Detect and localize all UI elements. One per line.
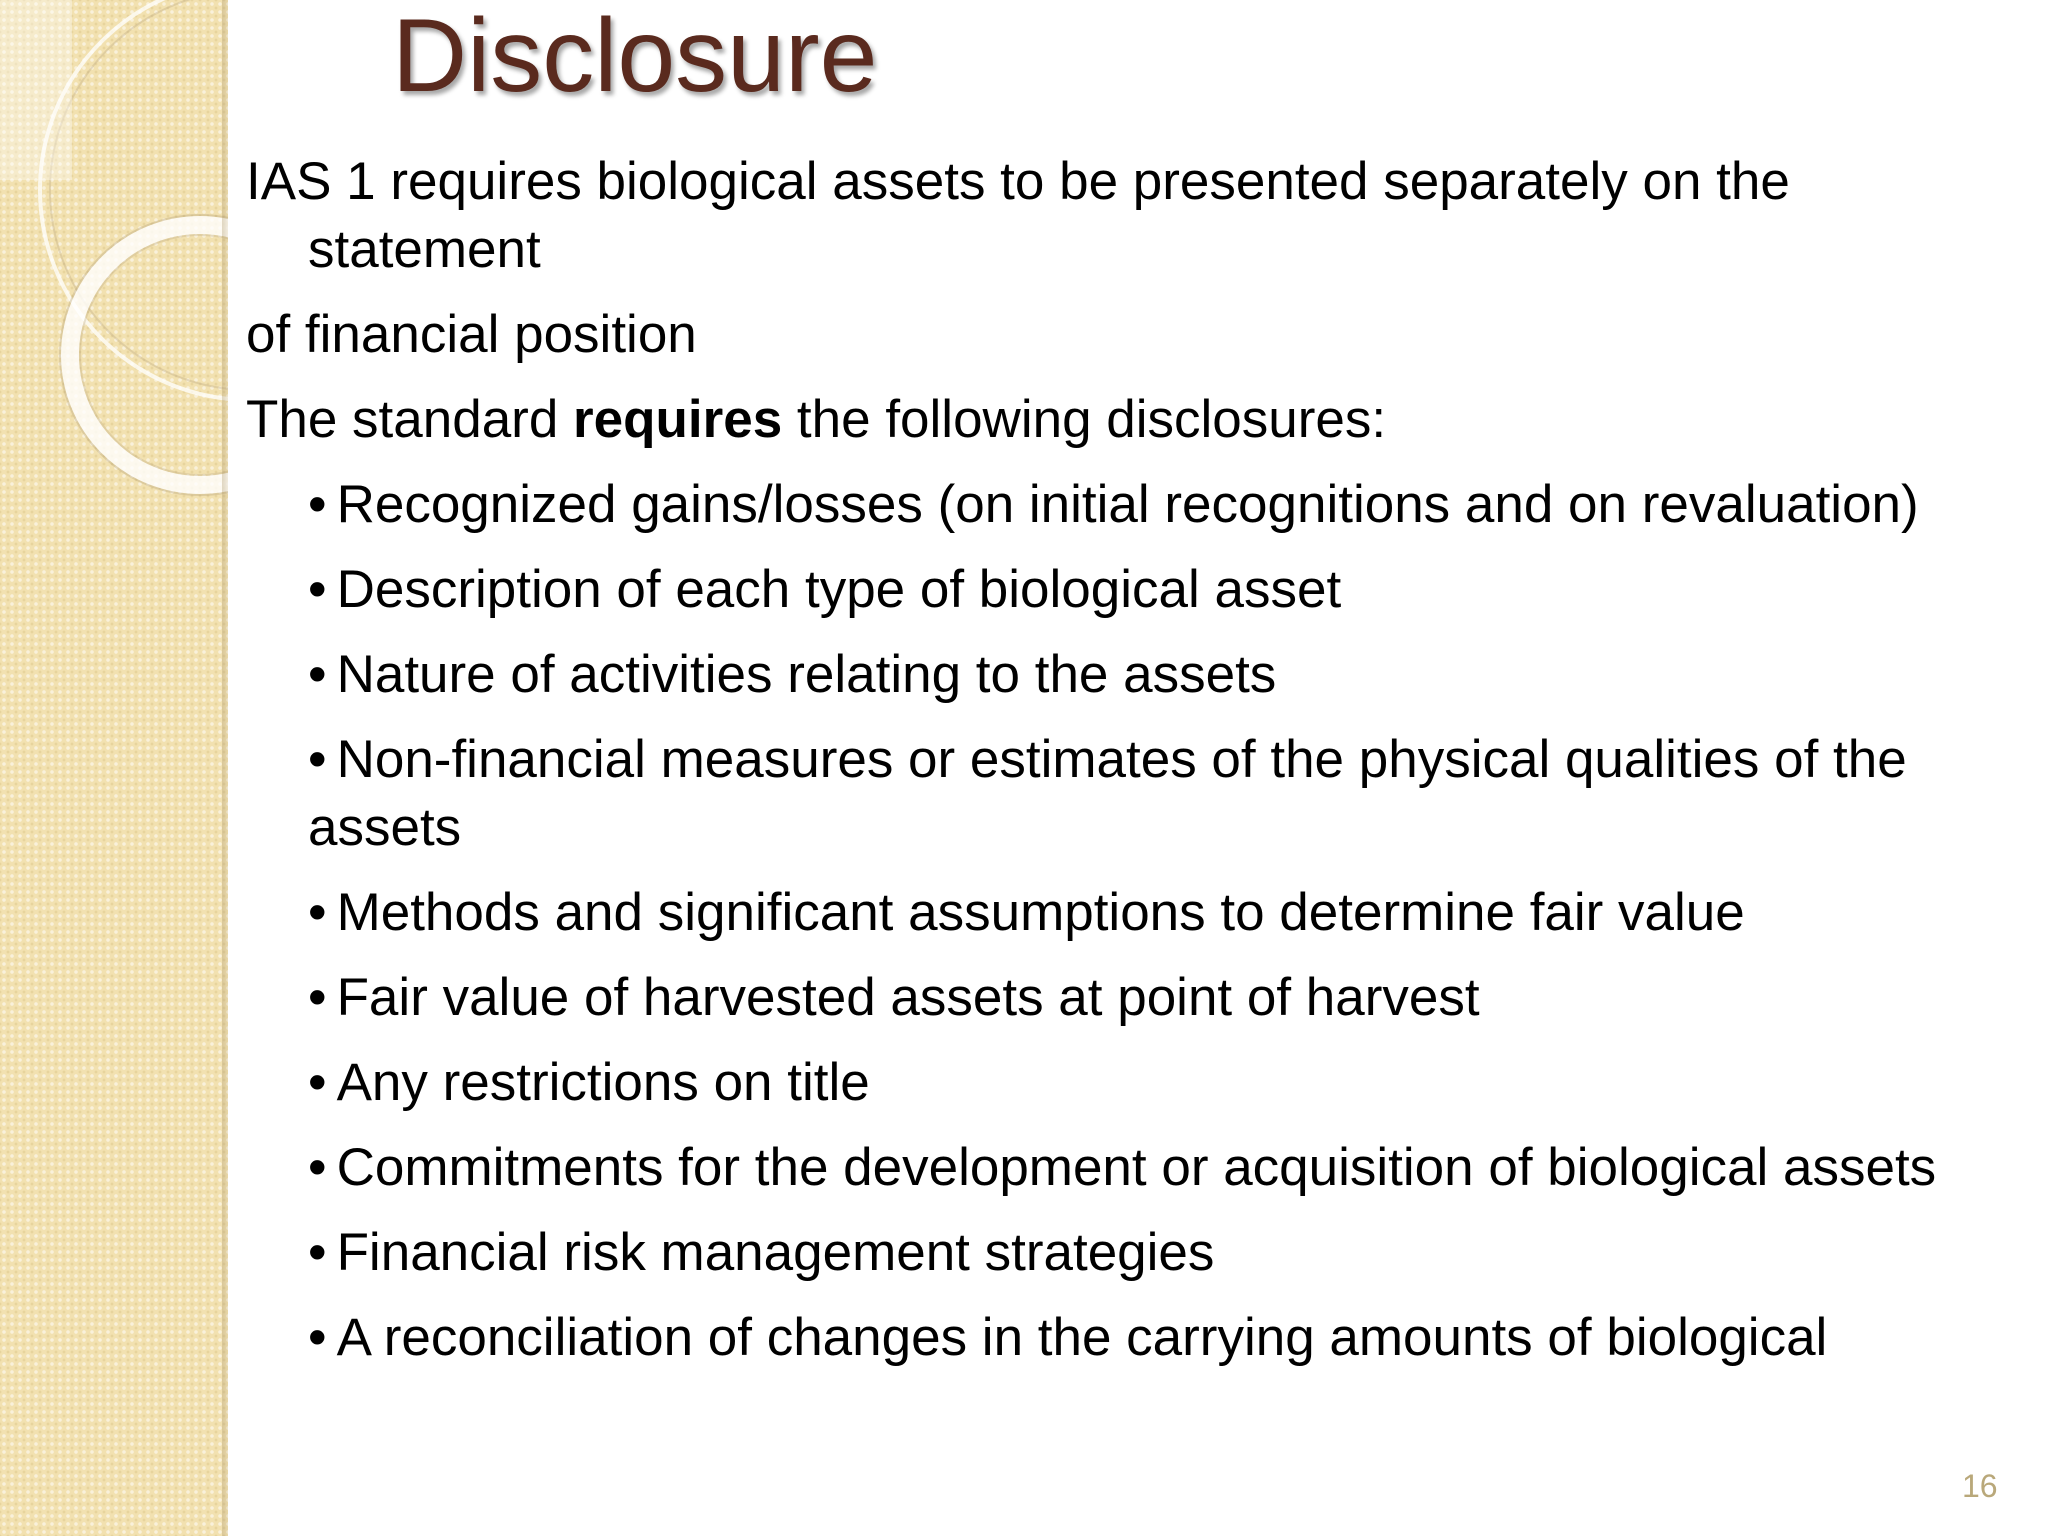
list-item-text: Commitments for the development or acquisition of biological assets bbox=[336, 1138, 1937, 1197]
list-item-text: Methods and significant assumptions to determine fair value bbox=[336, 883, 1745, 942]
lead-text-after: the following disclosures: bbox=[782, 390, 1387, 449]
list-item-text: Description of each type of biological asset bbox=[336, 560, 1342, 619]
decorative-side-panel bbox=[0, 0, 228, 1536]
intro-paragraph: IAS 1 requires biological assets to be presented separately on the statement bbox=[246, 152, 1790, 279]
panel-edge-shadow bbox=[222, 0, 228, 1536]
bullet-icon: • bbox=[308, 1223, 327, 1282]
list-item bbox=[308, 641, 2026, 709]
list-item-text: Fair value of harvested assets at point of harvest bbox=[336, 968, 1480, 1027]
bullet-icon: • bbox=[308, 475, 327, 534]
list-item-text: Financial risk management strategies bbox=[336, 1223, 1215, 1282]
list-item-text: Recognized gains/losses (on initial recognitions and on revaluation) bbox=[336, 475, 1919, 534]
bullet-icon: • bbox=[308, 730, 327, 789]
bullet-icon: • bbox=[308, 1053, 327, 1112]
bullet-icon: • bbox=[308, 645, 327, 704]
bullet-icon: • bbox=[308, 1308, 327, 1367]
list-item bbox=[308, 1134, 2026, 1202]
bullet-icon: • bbox=[308, 883, 327, 942]
list-item bbox=[308, 1049, 2026, 1117]
bullet-icon: • bbox=[308, 968, 327, 1027]
list-item-text: Any restrictions on title bbox=[336, 1053, 870, 1112]
lead-emphasis: requires bbox=[573, 390, 783, 449]
list-item-text: Non-financial measures or estimates of the physical qualities of the assets bbox=[308, 730, 1907, 857]
disclosure-list bbox=[246, 471, 2026, 1372]
slide-body bbox=[246, 148, 2026, 1372]
list-item bbox=[308, 726, 2026, 862]
bullet-icon: • bbox=[308, 560, 327, 619]
bullet-icon: • bbox=[308, 1138, 327, 1197]
list-item bbox=[308, 556, 2026, 624]
slide-title: Disclosure bbox=[392, 0, 878, 114]
list-item-text: A reconciliation of changes in the carrying amounts of biological bbox=[336, 1308, 1828, 1367]
list-item-text: Nature of activities relating to the assets bbox=[336, 645, 1277, 704]
lead-sentence bbox=[246, 386, 2026, 454]
list-item bbox=[308, 1304, 2026, 1372]
list-item bbox=[308, 1219, 2026, 1287]
intro-continuation: of financial position bbox=[246, 305, 697, 364]
lead-text-before: The standard bbox=[246, 390, 574, 449]
list-item bbox=[308, 879, 2026, 947]
page-number: 16 bbox=[1962, 1468, 1998, 1504]
decorative-rings-icon bbox=[0, 0, 228, 520]
list-item bbox=[308, 964, 2026, 1032]
list-item bbox=[308, 471, 2026, 539]
